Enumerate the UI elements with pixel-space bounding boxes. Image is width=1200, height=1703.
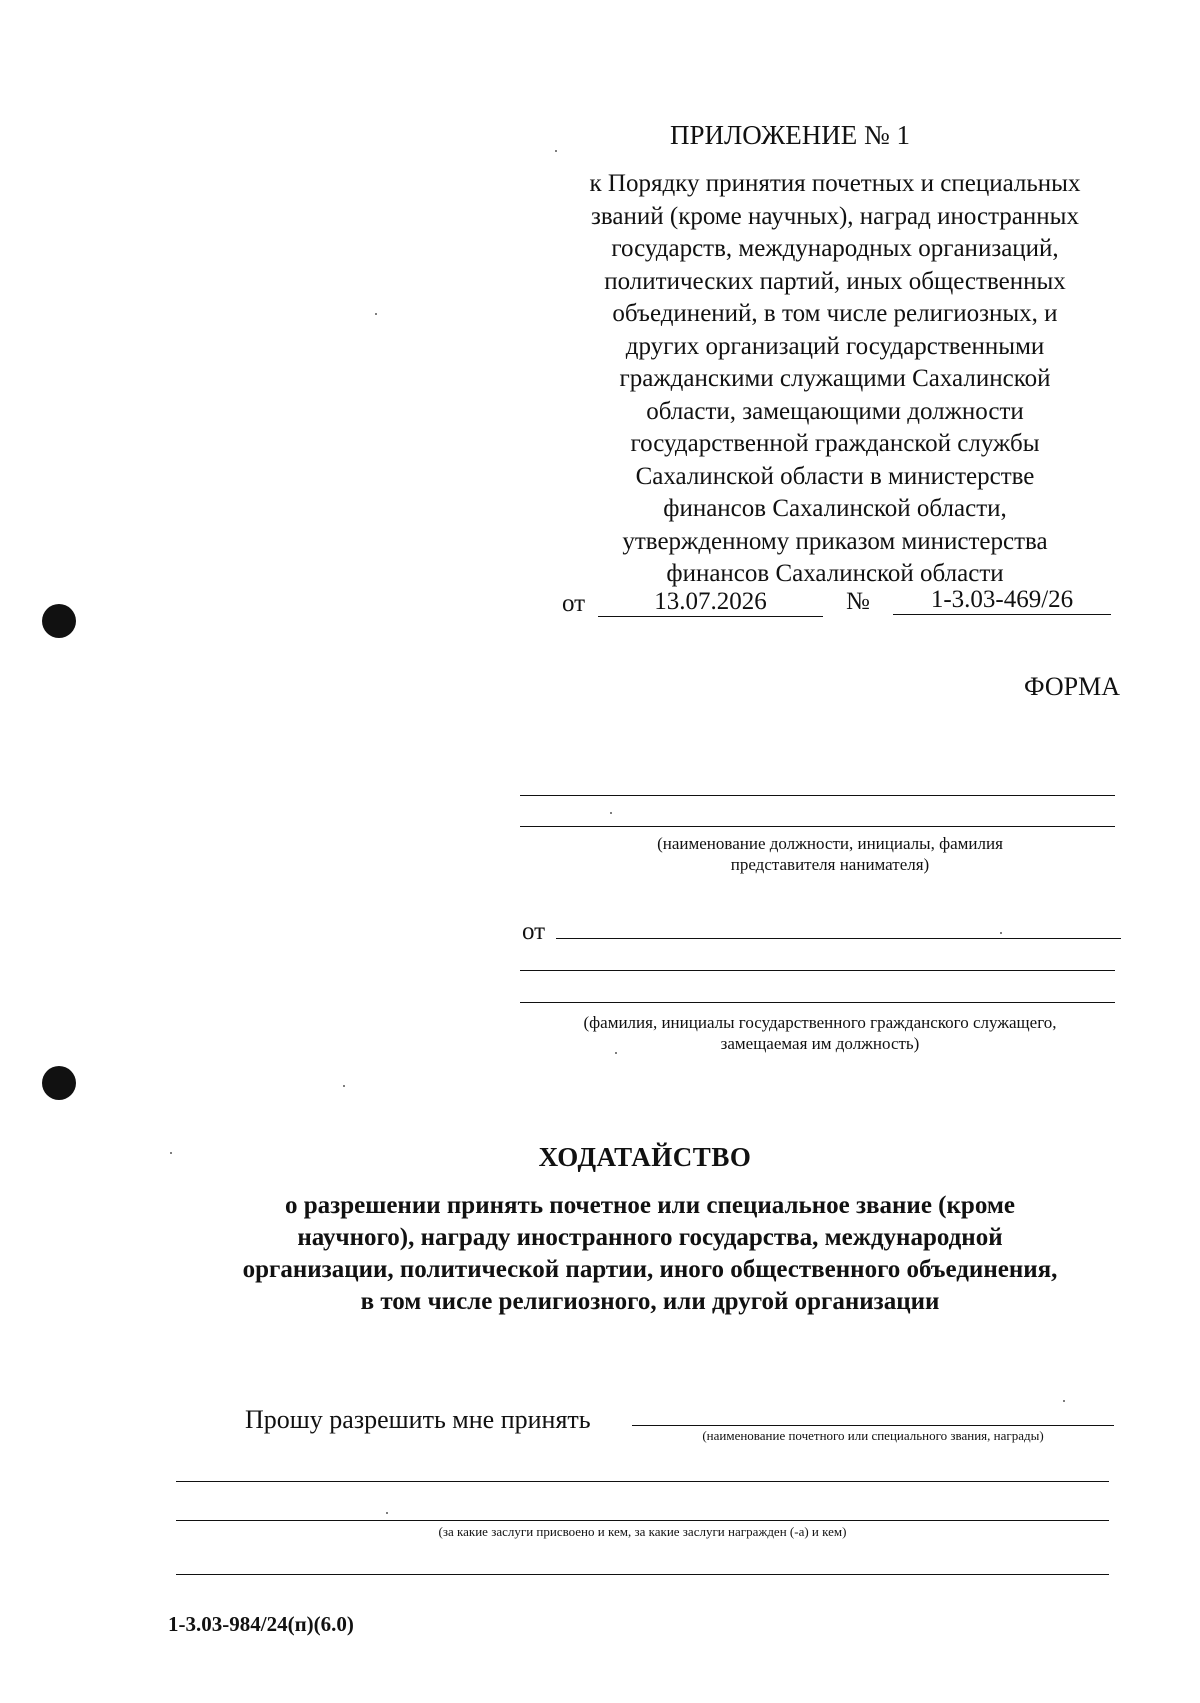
scan-speck	[610, 812, 612, 814]
addressee-caption: (наименование должности, инициалы, фамилия представителя нанимателя)	[657, 834, 1003, 874]
petition-title: ХОДАТАЙСТВО	[538, 1142, 752, 1172]
appendix-description: к Порядку принятия почетных и специальных званий (кроме научных), наград иностранных государств, международных организаций, политических партий, иных общественных объединений, в том числе религиозных, и других организаций государственными гражданскими служащими Сахалинской области, замещающими должности государственной гражданской службы Сахалинской области в министерстве финансов Сахалинской области, утвержденному приказом министерства финансов Сахалинской области	[589, 170, 1081, 587]
merits-line	[176, 1520, 1109, 1521]
merits-caption: (за какие заслуги присвоено и кем, за какие заслуги награжден (-а) и кем)	[438, 1524, 847, 1539]
merits-line	[176, 1481, 1109, 1482]
appendix-number-prefix: №	[846, 588, 870, 615]
sender-prefix: от	[522, 918, 546, 945]
sender-line	[520, 970, 1115, 971]
form-label: ФОРМА	[1024, 672, 1120, 701]
scan-speck	[343, 1085, 345, 1087]
request-text: Прошу разрешить мне принять	[245, 1405, 591, 1434]
petition-subtitle: о разрешении принять почетное или специальное звание (кроме научного), награду иностранного государства, международной организации, политической партии, иного общественного объединения, в том числе религиозного, или другой организации	[242, 1192, 1058, 1315]
appendix-date: 13.07.2026	[598, 588, 823, 617]
appendix-title: ПРИЛОЖЕНИЕ № 1	[669, 120, 911, 150]
document-code: 1-3.03-984/24(п)(6.0)	[168, 1612, 354, 1636]
merits-line	[176, 1574, 1109, 1575]
punch-hole-top	[42, 604, 76, 638]
addressee-line	[520, 826, 1115, 827]
appendix-date-prefix: от	[562, 590, 586, 617]
sender-caption: (фамилия, инициалы государственного гражданского служащего, замещаемая им должность)	[583, 1013, 1057, 1053]
punch-hole-bottom	[42, 1066, 76, 1100]
sender-line	[520, 1002, 1115, 1003]
sender-line	[556, 938, 1121, 939]
addressee-line	[520, 795, 1115, 796]
scan-speck	[375, 313, 377, 315]
award-line	[632, 1425, 1114, 1426]
award-caption: (наименование почетного или специального звания, награды)	[702, 1428, 1044, 1443]
scan-speck	[386, 1512, 388, 1514]
appendix-number: 1-3.03-469/26	[893, 586, 1111, 615]
scan-speck	[555, 150, 557, 152]
scan-speck	[1063, 1400, 1065, 1402]
scan-speck	[1000, 932, 1002, 934]
